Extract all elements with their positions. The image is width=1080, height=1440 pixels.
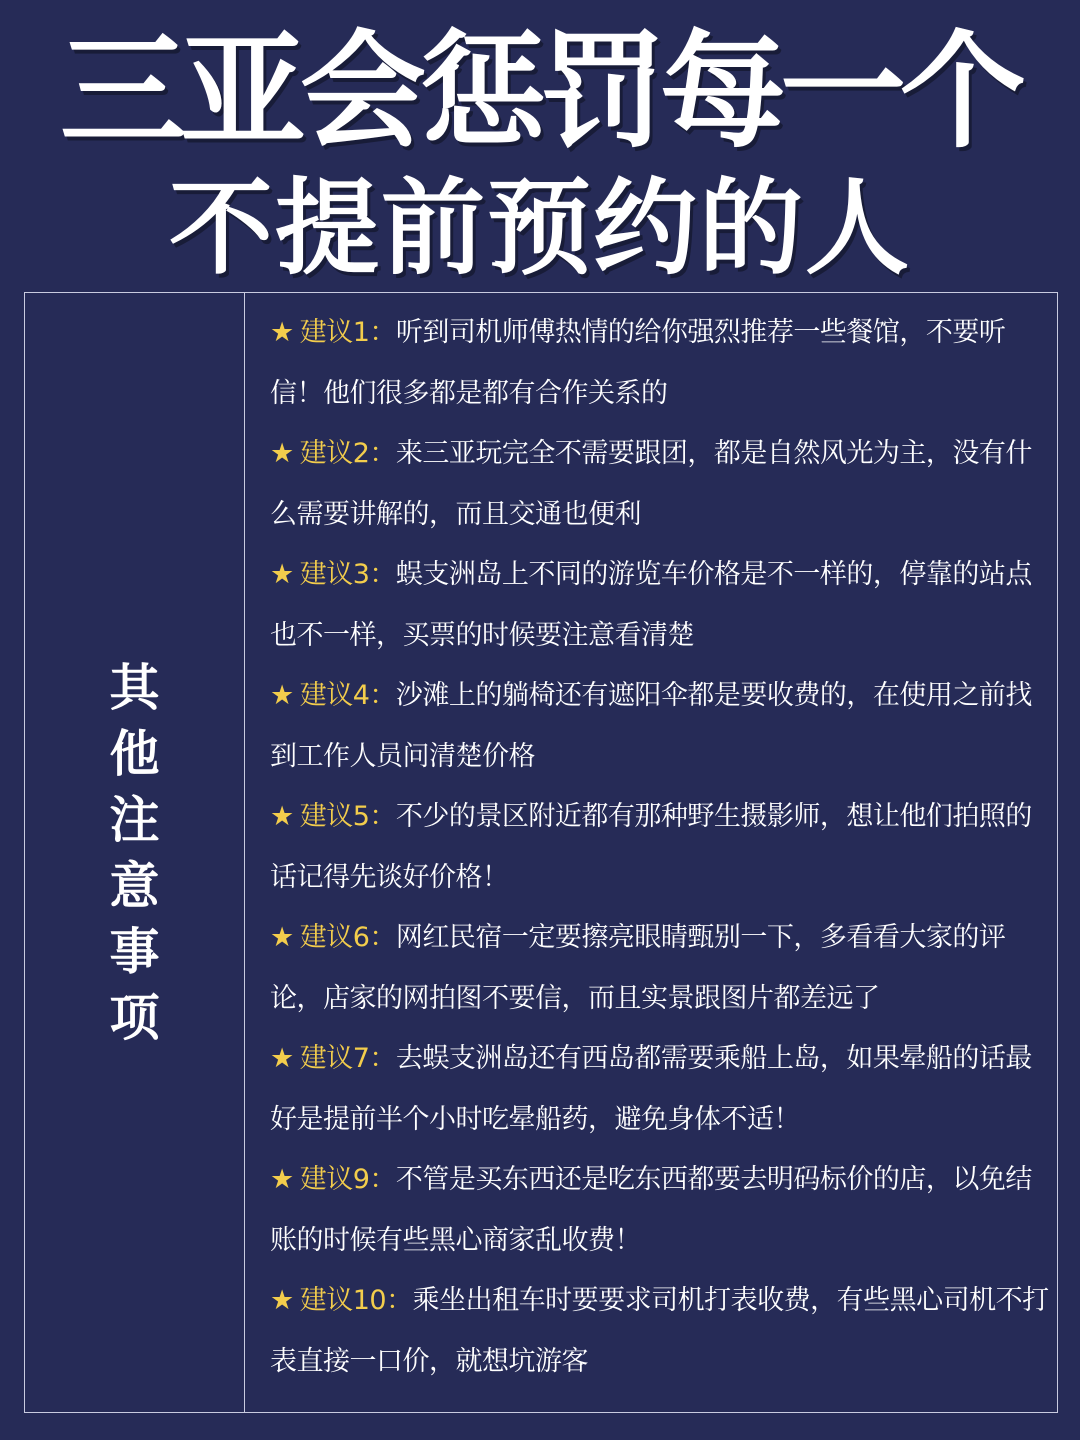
star-icon: ★ — [270, 317, 294, 348]
tip-text: 听到司机师傅热情的给你强烈推荐一些餐馆，不要听信！他们很多都是都有合作关系的 — [270, 317, 1006, 409]
tip-item — [246, 545, 1051, 666]
tip-item — [246, 1150, 1051, 1271]
tip-label: 建议7： — [299, 1043, 396, 1074]
tip-label: 建议4： — [299, 680, 396, 711]
tip-item — [246, 1029, 1051, 1150]
tip-label: 建议1： — [299, 317, 396, 348]
tip-label: 建议9： — [299, 1164, 396, 1195]
tip-text: 去蜈支洲岛还有西岛都需要乘船上岛，如果晕船的话最好是提前半个小时吃晕船药，避免身体不适！ — [270, 1043, 1032, 1135]
tip-label: 建议2： — [299, 438, 396, 469]
tip-label: 建议5： — [299, 801, 396, 832]
star-icon: ★ — [270, 438, 294, 469]
tip-label: 建议10： — [299, 1285, 413, 1316]
tip-label: 建议3： — [299, 559, 396, 590]
tip-text: 不少的景区附近都有那种野生摄影师，想让他们拍照的话记得先谈好价格！ — [270, 801, 1032, 893]
star-icon: ★ — [270, 680, 294, 711]
tip-text: 乘坐出租车时要要求司机打表收费，有些黑心司机不打表直接一口价，就想坑游客 — [270, 1285, 1049, 1377]
star-icon: ★ — [270, 559, 294, 590]
side-column — [25, 293, 245, 1412]
tip-item — [246, 303, 1051, 424]
tip-text: 蜈支洲岛上不同的游览车价格是不一样的，停靠的站点也不一样，买票的时候要注意看清楚 — [270, 559, 1032, 651]
page-title-line1: 三亚会惩罚每一个 — [60, 18, 1020, 165]
star-icon: ★ — [270, 922, 294, 953]
star-icon: ★ — [270, 1043, 294, 1074]
tips-list — [246, 303, 1051, 1392]
tip-label: 建议6： — [299, 922, 396, 953]
star-icon: ★ — [270, 1164, 294, 1195]
star-icon: ★ — [270, 1285, 294, 1316]
tip-item — [246, 908, 1051, 1029]
tips-table — [24, 292, 1058, 1413]
tip-text: 来三亚玩完全不需要跟团，都是自然风光为主，没有什么需要讲解的，而且交通也便利 — [270, 438, 1032, 530]
tip-text: 不管是买东西还是吃东西都要去明码标价的店，以免结账的时候有些黑心商家乱收费！ — [270, 1164, 1032, 1256]
tip-text: 网红民宿一定要擦亮眼睛甄别一下，多看看大家的评论，店家的网拍图不要信，而且实景跟图片都差远了 — [270, 922, 1006, 1014]
tip-item — [246, 666, 1051, 787]
page-title-line2: 不提前预约的人 — [168, 167, 911, 289]
tip-item — [246, 424, 1051, 545]
tip-item — [246, 787, 1051, 908]
tip-item — [246, 1271, 1051, 1392]
tip-text: 沙滩上的躺椅还有遮阳伞都是要收费的，在使用之前找到工作人员问清楚价格 — [270, 680, 1032, 772]
star-icon: ★ — [270, 801, 294, 832]
side-label: 其他注意事项 — [109, 658, 160, 1047]
